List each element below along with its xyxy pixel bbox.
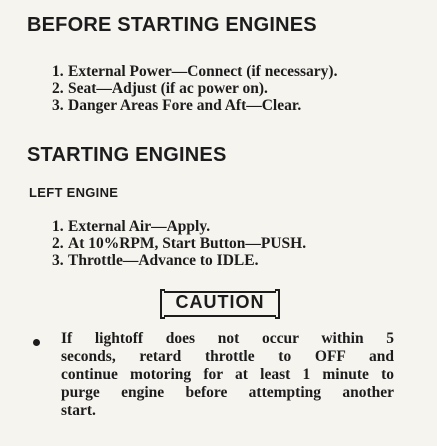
before-step-3 — [52, 97, 337, 114]
step-number: 1. — [52, 218, 64, 235]
step-text: At 10%RPM, Start Button—PUSH. — [68, 235, 307, 252]
step-number: 3. — [52, 252, 64, 269]
caution-label: CAUTION — [175, 292, 265, 312]
before-starting-heading: BEFORE STARTING ENGINES — [27, 14, 317, 36]
starting-engines-heading: STARTING ENGINES — [27, 144, 227, 166]
before-step-2 — [52, 80, 337, 97]
step-number: 2. — [52, 235, 64, 252]
left-engine-steps — [52, 218, 306, 269]
before-starting-steps — [52, 63, 337, 114]
caution-line: seconds, retard throttle to OFF and — [61, 348, 394, 365]
bullet-icon — [33, 339, 40, 346]
caution-line: continue motoring for at least 1 minute to — [61, 366, 394, 383]
before-step-1 — [52, 63, 337, 80]
caution-banner — [164, 291, 276, 317]
left-step-3 — [52, 252, 306, 269]
step-text: Throttle—Advance to IDLE. — [68, 252, 259, 269]
step-number: 3. — [52, 97, 64, 114]
step-text: Danger Areas Fore and Aft—Clear. — [68, 97, 302, 114]
step-text: Seat—Adjust (if ac power on). — [68, 80, 268, 97]
left-step-2 — [52, 235, 306, 252]
step-text: External Power—Connect (if necessary). — [68, 63, 338, 80]
step-number: 2. — [52, 80, 64, 97]
step-text: External Air—Apply. — [68, 218, 211, 235]
caution-line: purge engine before attempting another — [61, 384, 394, 401]
left-step-1 — [52, 218, 306, 235]
caution-text — [61, 330, 394, 420]
caution-line: If lightoff does not occur within 5 — [61, 330, 394, 347]
caution-line: start. — [61, 402, 96, 419]
left-engine-subheading: LEFT ENGINE — [29, 185, 119, 200]
step-number: 1. — [52, 63, 64, 80]
